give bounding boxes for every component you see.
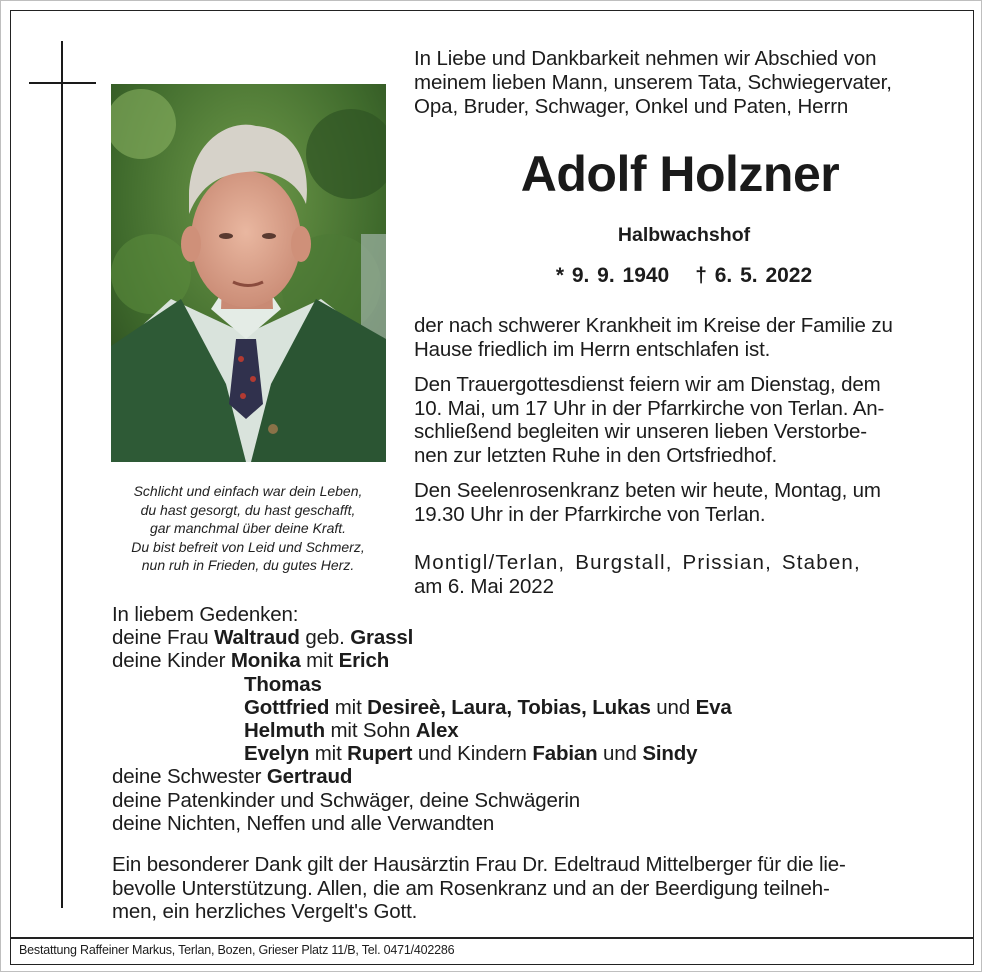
thanks-text: [112, 853, 950, 924]
thanks-line: bevolle Unterstützung. Allen, die am Rosenkranz und an der Beerdigung teilneh-: [112, 876, 830, 900]
rosary-text: [414, 479, 950, 526]
place-line: Montigl/Terlan, Burgstall, Prissian, Staben,: [414, 551, 861, 574]
family-child: Evelyn mit Rupert und Kindern Fabian und Sindy: [244, 742, 698, 766]
family-godchildren: deine Patenkinder und Schwäger, deine Schwägerin: [112, 788, 581, 812]
death-date: † 6. 5. 2022: [695, 264, 813, 287]
poem-line: gar manchmal über deine Kraft.: [149, 520, 347, 536]
family-wife: deine Frau Waltraud geb. Grassl: [112, 626, 414, 650]
funeral-line: Den Trauergottesdienst feiern wir am Dienstag, dem: [414, 373, 881, 396]
date-line: am 6. Mai 2022: [414, 574, 554, 598]
family-child: Thomas: [244, 672, 322, 696]
family-child: Helmuth mit Sohn Alex: [244, 718, 459, 742]
family-relatives: deine Nichten, Neffen und alle Verwandten: [112, 811, 495, 835]
funeral-home-footer: Bestattung Raffeiner Markus, Terlan, Bozen, Grieser Platz 11/B, Tel. 0471/402286: [19, 943, 455, 957]
intro-line: In Liebe und Dankbarkeit nehmen wir Abschied von: [414, 47, 877, 70]
passing-text: [414, 314, 950, 361]
family-children: deine Kinder Monika mit Erich: [112, 649, 390, 673]
intro-text: [414, 47, 954, 119]
passing-line: Hause friedlich im Herrn entschlafen ist.: [414, 337, 771, 361]
poem-line: Du bist befreit von Leid und Schmerz,: [131, 538, 365, 555]
poem-line: du hast gesorgt, du hast geschafft,: [140, 501, 356, 518]
family-list: [112, 603, 932, 835]
portrait-photo: [111, 84, 386, 462]
funeral-line: nen zur letzten Ruhe in den Ortsfriedhof.: [414, 443, 778, 467]
funeral-line: 10. Mai, um 17 Uhr in der Pfarrkirche von Terlan. An-: [414, 396, 885, 420]
place-date: [414, 551, 950, 598]
family-child: Gottfried mit Desireè, Laura, Tobias, Lukas und Eva: [244, 695, 732, 719]
poem-line: Schlicht und einfach war dein Leben,: [133, 483, 363, 499]
funeral-text: [414, 373, 950, 467]
rosary-line: 19.30 Uhr in der Pfarrkirche von Terlan.: [414, 502, 766, 526]
farm-name: Halbwachshof: [617, 224, 751, 246]
birth-date: * 9. 9. 1940: [555, 264, 670, 287]
family-heading: In liebem Gedenken:: [112, 603, 299, 626]
poem-line: nun ruh in Frieden, du gutes Herz.: [141, 557, 355, 573]
footer-divider: [10, 937, 974, 939]
thanks-line: Ein besonderer Dank gilt der Hausärztin Frau Dr. Edeltraud Mittelberger für die lie-: [112, 853, 846, 876]
deceased-name: Adolf Holzner: [520, 146, 840, 202]
funeral-line: schließend begleiten wir unseren lieben Verstorbe-: [414, 420, 867, 443]
life-dates: [414, 263, 954, 289]
rosary-line: Den Seelenrosenkranz beten wir heute, Montag, um: [414, 479, 881, 502]
intro-line: meinem lieben Mann, unserem Tata, Schwiegervater,: [414, 71, 892, 94]
cross-icon-horizontal: [29, 82, 96, 84]
family-sister: deine Schwester Gertraud: [112, 765, 353, 789]
passing-line: der nach schwerer Krankheit im Kreise der Familie zu: [414, 314, 893, 337]
intro-line: Opa, Bruder, Schwager, Onkel und Paten, Herrn: [414, 95, 849, 118]
memorial-poem: [105, 482, 391, 575]
thanks-line: men, ein herzliches Vergelt's Gott.: [112, 900, 418, 923]
cross-icon-vertical: [61, 41, 63, 908]
